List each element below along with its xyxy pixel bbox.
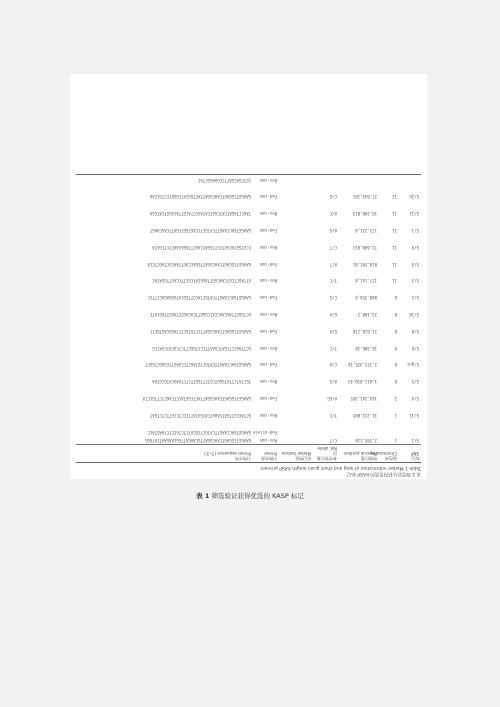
marker-feature-cell — [279, 343, 313, 351]
chromosome-cell: 12 — [392, 194, 397, 200]
table-row — [76, 436, 421, 445]
primer-sequence-cell — [76, 234, 253, 242]
primer-name-cell — [253, 234, 279, 242]
marker-id-cell: S/5 — [411, 379, 419, 385]
chromosome-cell: 1 — [394, 438, 397, 443]
table-row — [76, 352, 421, 360]
marker-feature-cell — [279, 284, 313, 292]
position-cell — [339, 175, 379, 184]
marker-feature-cell — [279, 200, 313, 208]
chromosome-cell: 6 — [394, 295, 397, 301]
primer-sequence-cell: GAAGGTCGGAGTCAACGGATTACTCGGTACCTCAGCTCTTGCCTA — [142, 396, 251, 401]
primer-name-cell: Fwd-com — [260, 328, 277, 334]
position-cell: 31,221,805 — [352, 412, 377, 418]
chromosome-cell — [379, 175, 399, 184]
chromosome-cell: 8 — [394, 362, 397, 368]
primer-sequence-cell: GAAGGTGACCAAGTTCATGCTACGTTGGCATGAGAGGCCTTCC — [147, 295, 251, 301]
marker-id-cell — [399, 200, 421, 208]
chromosome-cell: 1 — [394, 412, 397, 418]
allele-cell — [313, 368, 339, 376]
primer-sequence-cell — [76, 200, 253, 208]
primer-sequence-cell: TGCTATCTTGTGGGTCGTCTTGGTTCTCTAAGCATGCGTAA — [152, 379, 251, 385]
allele-cell — [313, 200, 339, 208]
caption-text: 筛选验证获得优选的 KASP 标记 — [211, 492, 304, 500]
allele-cell — [313, 385, 339, 393]
header-zh: 引物名称 — [261, 456, 277, 461]
position-cell — [339, 251, 379, 259]
primer-sequence-cell — [76, 419, 253, 427]
primer-name-cell: Fwd-com — [260, 228, 277, 234]
table-row — [76, 419, 421, 427]
table-header-row — [76, 445, 421, 463]
primer-name-cell — [253, 217, 279, 225]
primer-sequence-cell — [76, 352, 253, 360]
position-cell: 27,643,191 — [352, 194, 377, 200]
position-cell: 1,611,810,43 — [348, 379, 377, 385]
table-row — [76, 310, 421, 318]
table-row — [76, 242, 421, 250]
header-zh: 物理位置 — [361, 456, 377, 461]
header-en: Physical position — [343, 451, 377, 456]
primer-name-cell: Fwd-com — [260, 362, 277, 368]
table-title-chinese: 表 1 筛选验证获得优选的 KASP 标记 — [346, 471, 421, 476]
primer-sequence-cell — [76, 184, 253, 192]
primer-sequence-cell — [76, 402, 253, 410]
marker-id-cell — [399, 419, 421, 427]
allele-cell — [313, 402, 339, 410]
marker-feature-cell — [279, 310, 313, 318]
position-cell — [339, 217, 379, 225]
position-cell — [339, 268, 379, 276]
table-row — [76, 301, 421, 309]
primer-sequence-cell: TAGCCTGGATCATCGGTCATAGCCTACGTTACAGGTCATGGA — [149, 211, 251, 217]
marker-feature-cell — [279, 217, 313, 225]
marker-feature-cell — [279, 209, 313, 217]
chromosome-cell — [379, 335, 399, 343]
header-en: Chromosome — [370, 451, 397, 456]
position-cell: 73,608,813 — [352, 244, 377, 250]
header-zh: 参考等位基因 — [317, 451, 337, 461]
primer-sequence-cell: GTTAGCTCGTCAACGGTTAGGCATCGCTTCCAGTTGGATAC — [152, 278, 251, 284]
marker-feature-cell — [279, 259, 313, 267]
marker-id-cell: S/6 — [411, 345, 419, 351]
table-row — [76, 259, 421, 267]
marker-feature-cell — [279, 301, 313, 309]
kasp-marker-table — [76, 174, 421, 463]
allele-cell — [313, 419, 339, 427]
primer-sequence-cell: CCATGGTACGATCGTTGGATCAGCTTAGGCAACTCTCGGTA — [152, 244, 251, 250]
allele-cell: C/T — [329, 244, 337, 250]
chromosome-cell — [379, 385, 399, 393]
marker-feature-cell — [279, 352, 313, 360]
position-cell — [339, 352, 379, 360]
position-cell — [339, 335, 379, 343]
marker-feature-cell — [279, 184, 313, 192]
table-row — [76, 276, 421, 284]
marker-feature-cell — [279, 226, 313, 234]
chromosome-cell — [379, 268, 399, 276]
header-cell — [313, 445, 339, 463]
marker-id-cell: S/4 — [411, 261, 419, 267]
chromosome-cell: 8 — [394, 379, 397, 385]
allele-cell: T/C — [329, 412, 337, 418]
marker-id-cell: S/8 — [411, 328, 419, 334]
allele-cell — [313, 335, 339, 343]
header-en: Marker feature — [281, 451, 311, 456]
allele-cell — [313, 301, 339, 309]
table-body — [76, 175, 421, 445]
marker-id-cell — [399, 217, 421, 225]
table-row — [76, 200, 421, 208]
table-row — [76, 234, 421, 242]
allele-cell — [313, 268, 339, 276]
marker-id-cell: S/11 — [409, 412, 419, 418]
primer-sequence-cell: GCTTAGCCTCGATCGAATTCCCTGGCTTCTCGCATCAATCG — [152, 345, 251, 351]
marker-id-cell — [399, 402, 421, 410]
primer-name-cell — [253, 335, 279, 343]
primer-name-cell: Rev-com — [260, 278, 277, 284]
header-zh: 标记特征 — [295, 456, 311, 461]
marker-id-cell — [399, 352, 421, 360]
marker-id-cell: S/gni — [406, 362, 419, 368]
chromosome-cell — [379, 217, 399, 225]
header-en: Primer sequence (5'-3') — [204, 451, 251, 456]
marker-id-cell — [399, 251, 421, 259]
allele-cell — [313, 352, 339, 360]
allele-cell: A/GG — [327, 396, 337, 401]
position-cell — [339, 200, 379, 208]
rotated-table-block — [70, 74, 427, 479]
primer-name-cell — [253, 268, 279, 276]
figure-caption — [0, 491, 500, 500]
header-cell — [76, 445, 253, 463]
primer-name-cell — [253, 318, 279, 326]
chromosome-cell: 11 — [392, 244, 397, 250]
primer-sequence-cell: GAAGGTCGGAGTCAACGGATTGGACCAGTTAACGCTAGCTCCA — [147, 261, 251, 267]
marker-feature-cell — [279, 242, 313, 250]
table-title-english: Table 1 Marker information of long and short grain length KASP primers — [260, 465, 421, 471]
marker-id-cell — [399, 184, 421, 192]
table-row — [76, 410, 421, 418]
allele-cell: A/G — [329, 228, 337, 234]
chromosome-cell: 9 — [394, 345, 397, 351]
allele-cell: A/T — [329, 261, 337, 267]
marker-id-cell: S/2b — [409, 194, 419, 200]
allele-cell — [313, 318, 339, 326]
header-cell — [370, 445, 399, 463]
chromosome-cell: 11 — [392, 228, 397, 234]
header-zh: 引物序列 — [235, 456, 251, 461]
allele-cell: G/A — [329, 312, 337, 318]
chromosome-cell: 11 — [392, 261, 397, 267]
header-en: Ref. allele — [317, 446, 337, 451]
header-en: SNP — [411, 451, 419, 456]
primer-sequence-cell: GAAGGTGACCAAGTTCATGCTGTAGCTCCAAGTTCGAGCTGGCT — [145, 362, 251, 368]
primer-name-cell: Rev-com — [260, 345, 277, 351]
table-row — [76, 402, 421, 410]
table-row — [76, 385, 421, 393]
marker-id-cell: S/1 — [411, 438, 419, 443]
chromosome-cell — [379, 352, 399, 360]
marker-id-cell: S/9 — [411, 244, 419, 250]
chromosome-cell — [379, 284, 399, 292]
table-row — [76, 368, 421, 376]
chromosome-cell — [379, 251, 399, 259]
allele-cell — [313, 427, 339, 435]
allele-cell: T/C — [329, 345, 337, 351]
table-row — [76, 360, 421, 368]
table-row — [76, 335, 421, 343]
primer-name-cell: Rev-com — [253, 175, 279, 184]
primer-name-cell: Rev-com — [260, 211, 277, 217]
marker-feature-cell — [279, 234, 313, 242]
chromosome-cell — [379, 184, 399, 192]
header-cell — [279, 445, 313, 463]
position-cell — [339, 301, 379, 309]
marker-feature-cell — [279, 368, 313, 376]
position-cell — [339, 385, 379, 393]
header-cell — [253, 445, 279, 463]
primer-sequence-cell: GAAGGTGACCAAGTTCATGCTCCAGTGGTCGATTCAGCAAGT — [149, 228, 251, 234]
marker-id-cell: S/10 — [409, 312, 419, 318]
allele-cell — [313, 234, 339, 242]
allele-cell — [313, 284, 339, 292]
allele-cell: C/A — [329, 362, 337, 368]
allele-cell: C/G — [329, 295, 337, 301]
marker-feature-cell — [279, 436, 313, 445]
table-row — [76, 209, 421, 217]
marker-id-cell: S/1 — [411, 228, 419, 234]
allele-cell — [313, 251, 339, 259]
marker-feature-cell — [279, 326, 313, 334]
header-en: Primer — [263, 451, 277, 456]
marker-feature-cell — [279, 360, 313, 368]
position-cell — [339, 368, 379, 376]
chromosome-cell — [379, 427, 399, 435]
primer-sequence-cell — [76, 368, 253, 376]
chromosome-cell — [379, 234, 399, 242]
table-row — [76, 284, 421, 292]
marker-id-cell — [399, 427, 421, 435]
primer-name-cell — [253, 368, 279, 376]
table-row — [76, 217, 421, 225]
marker-feature-cell — [279, 192, 313, 200]
primer-name-cell: Fwd-com — [260, 194, 277, 200]
primer-sequence-cell — [76, 318, 253, 326]
table-row — [76, 268, 421, 276]
position-cell — [339, 234, 379, 242]
position-cell: 23,180,2 — [357, 312, 377, 318]
header-cell — [339, 445, 379, 463]
position-cell — [339, 318, 379, 326]
primer-name-cell: Rev-com — [260, 244, 277, 250]
marker-feature-cell — [279, 394, 313, 402]
table-row — [76, 251, 421, 259]
allele-cell: T/C — [329, 278, 337, 284]
position-cell: 21,618,210 — [352, 328, 377, 334]
primer-sequence-cell — [76, 217, 253, 225]
table-row — [76, 184, 421, 192]
table-row — [76, 377, 421, 385]
marker-feature-cell — [279, 293, 313, 301]
table-row — [76, 394, 421, 402]
primer-sequence-cell: GAAGGTCGGAGTCAACGGATTGCAAGATTGGCAAGAATCATGGG — [145, 438, 251, 443]
primer-name-cell: Fwd-com — [260, 396, 277, 401]
allele-cell: A/G — [329, 379, 337, 385]
primer-name-cell — [253, 402, 279, 410]
chromosome-cell: 8 — [394, 328, 397, 334]
chromosome-cell: 11 — [392, 278, 397, 284]
chromosome-cell: 11 — [392, 211, 397, 217]
primer-name-cell: Rev-com — [260, 412, 277, 418]
primer-name-cell: Fwd-com — [260, 295, 277, 301]
primer-sequence-cell — [76, 284, 253, 292]
table-row — [76, 326, 421, 334]
marker-id-cell: S/4 — [411, 396, 419, 401]
marker-id-cell — [399, 318, 421, 326]
primer-name-cell — [253, 184, 279, 192]
primer-name-cell — [253, 251, 279, 259]
header-cell — [399, 445, 421, 463]
position-cell — [339, 427, 379, 435]
primer-sequence-cell — [76, 385, 253, 393]
primer-name-cell — [253, 200, 279, 208]
marker-feature-cell — [279, 385, 313, 393]
marker-id-cell — [399, 301, 421, 309]
chromosome-cell: 2 — [394, 396, 397, 401]
primer-sequence-cell — [76, 301, 253, 309]
primer-name-cell: Rev-com — [260, 312, 277, 318]
primer-sequence-cell: GCTACCGTTGATCAAGTCATGGTATTCCCTCCGTTCTCTGAT — [149, 412, 251, 418]
primer-name-cell — [253, 301, 279, 309]
document-page — [70, 74, 427, 479]
chromosome-cell: 8 — [394, 312, 397, 318]
table-row — [76, 175, 421, 184]
table-row — [76, 318, 421, 326]
chromosome-cell — [379, 200, 399, 208]
primer-sequence-cell — [76, 268, 253, 276]
primer-name-cell — [253, 385, 279, 393]
marker-feature-cell — [279, 276, 313, 284]
marker-id-cell — [399, 368, 421, 376]
primer-name-cell — [253, 352, 279, 360]
marker-feature-cell — [279, 318, 313, 326]
primer-name-cell — [253, 284, 279, 292]
primer-name-cell: Rev-com — [260, 438, 277, 443]
marker-id-cell: S/11 — [409, 211, 419, 217]
primer-sequence-cell: GAAGGTCGGAGTCAACGGATTACTGGCATCGGATCCTGCCAG — [149, 194, 251, 200]
chromosome-cell — [379, 368, 399, 376]
primer-name-cell: Rev-com — [260, 379, 277, 385]
marker-id-cell — [399, 234, 421, 242]
marker-feature-cell — [279, 419, 313, 427]
table-row — [76, 427, 421, 435]
chromosome-cell — [379, 301, 399, 309]
primer-name-cell — [253, 419, 279, 427]
allele-cell: C/G — [329, 194, 337, 200]
marker-id-cell — [399, 284, 421, 292]
marker-feature-cell — [279, 175, 313, 184]
caption-label: 表 1 — [196, 492, 210, 500]
primer-sequence-cell: ACTGGCTTAGCAACCATCGGATTCACAGCCTAGGTTAGCATC — [149, 312, 251, 318]
chromosome-cell — [379, 419, 399, 427]
allele-cell — [313, 175, 339, 184]
primer-name-cell: Fwd-com — [260, 261, 277, 267]
position-cell: 808,356,9 — [355, 295, 377, 301]
marker-id-cell: S/3 — [411, 278, 419, 284]
marker-feature-cell — [279, 268, 313, 276]
marker-feature-cell — [279, 427, 313, 435]
primer-sequence-cell: GAAGGTGACCAAGTTCATGCTCGCATCTCTGCCTCTAAGTACC — [147, 429, 251, 435]
marker-feature-cell — [279, 410, 313, 418]
header-zh: 染色体 — [385, 456, 397, 461]
position-cell: 2,595,110 — [355, 438, 377, 443]
marker-id-cell — [399, 268, 421, 276]
position-cell: 818,591,81 — [352, 261, 377, 267]
marker-feature-cell — [279, 402, 313, 410]
table-row — [76, 343, 421, 351]
position-cell: 157,141,8 — [355, 278, 377, 284]
table-row — [76, 192, 421, 200]
position-cell — [339, 184, 379, 192]
marker-feature-cell — [279, 377, 313, 385]
primer-sequence-cell — [76, 251, 253, 259]
position-cell: 2,171,435,16 — [348, 362, 377, 368]
primer-sequence-cell: GAAGGTCGGAGTCAACGGATTCCTGTGCTCTAGGCAGTGCTC — [149, 328, 251, 334]
marker-id-cell: S/2 — [411, 295, 419, 301]
primer-sequence-cell — [76, 335, 253, 343]
header-zh: 标记 — [411, 456, 419, 461]
position-cell — [339, 284, 379, 292]
table-row — [76, 226, 421, 234]
marker-feature-cell — [279, 335, 313, 343]
primer-sequence-cell: CGTCGACGATTCCGAAGGCTAC — [76, 175, 253, 184]
table-title — [81, 465, 421, 476]
position-cell: 172,231,8 — [355, 228, 377, 234]
allele-cell — [313, 184, 339, 192]
marker-id-cell — [399, 335, 421, 343]
position-cell — [339, 402, 379, 410]
allele-cell: G/A — [329, 328, 337, 334]
position-cell: 16,386,10 — [355, 345, 377, 351]
allele-cell: C/T — [329, 438, 337, 443]
marker-feature-cell — [279, 251, 313, 259]
chromosome-cell — [379, 402, 399, 410]
marker-id-cell — [399, 385, 421, 393]
chromosome-cell — [379, 318, 399, 326]
position-cell: 19,208,813 — [352, 211, 377, 217]
primer-name-cell: Fwd-allele — [253, 429, 277, 435]
allele-cell — [313, 217, 339, 225]
marker-id-cell — [399, 175, 421, 184]
position-cell — [339, 419, 379, 427]
table-row — [76, 293, 421, 301]
position-cell: 164,341,365 — [350, 396, 377, 401]
allele-cell: A/C — [329, 211, 337, 217]
